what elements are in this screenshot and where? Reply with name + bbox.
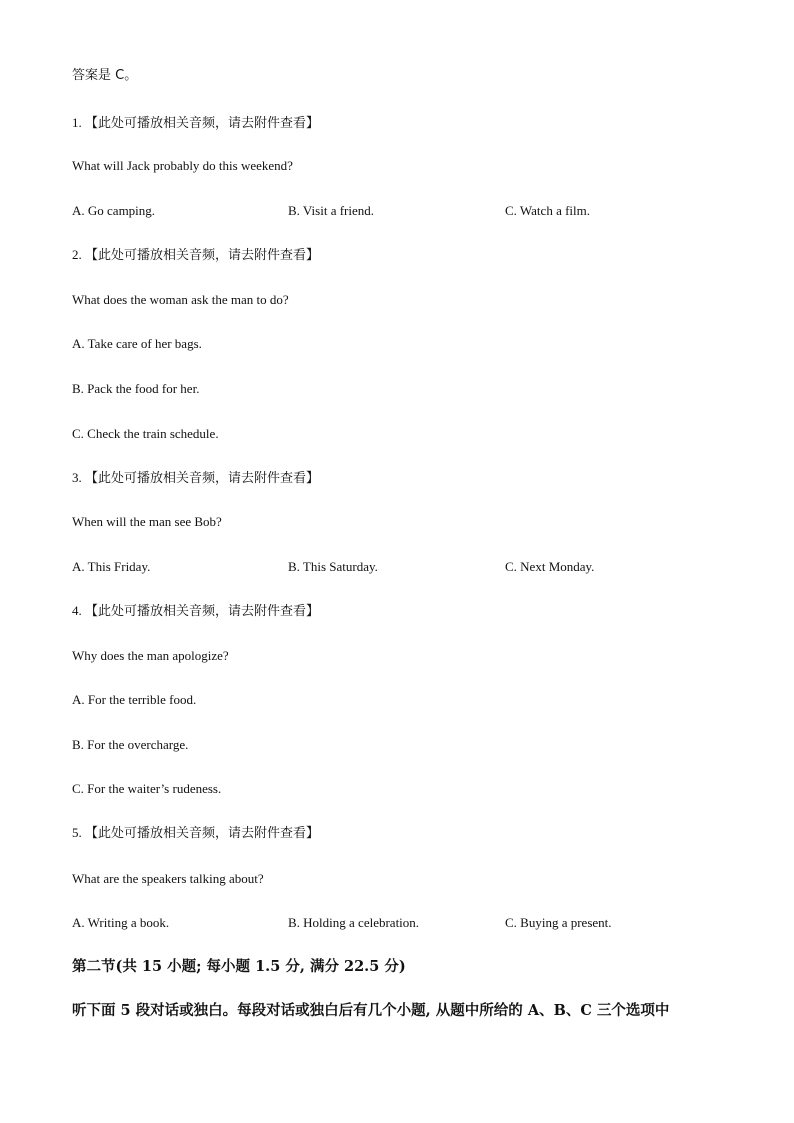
audio-placeholder-link[interactable]: 【此处可播放相关音频，请去附件查看】	[85, 471, 320, 486]
question-number: 3.	[72, 470, 82, 485]
option-a: A. Go camping.	[72, 203, 156, 218]
question-3-header	[72, 470, 319, 487]
option-a: A. Writing a book.	[72, 915, 170, 930]
question-5-options	[72, 915, 722, 931]
option-c: C. Next Monday.	[505, 559, 595, 574]
question-5-prompt: What are the speakers talking about?	[72, 871, 264, 886]
question-number: 5.	[72, 825, 82, 840]
audio-placeholder-link[interactable]: 【此处可播放相关音频，请去附件查看】	[85, 826, 320, 841]
audio-placeholder-link[interactable]: 【此处可播放相关音频，请去附件查看】	[85, 604, 320, 619]
question-4-header	[72, 603, 319, 620]
question-4-prompt: Why does the man apologize?	[72, 648, 229, 663]
option-b: B. This Saturday.	[288, 559, 378, 574]
question-1-header	[72, 115, 319, 132]
audio-placeholder-link[interactable]: 【此处可播放相关音频，请去附件查看】	[85, 116, 320, 131]
option-c: C. Watch a film.	[505, 203, 591, 218]
option-c: C. For the waiter’s rudeness.	[72, 781, 222, 796]
question-number: 4.	[72, 603, 82, 618]
answer-line: 答案是 C。	[72, 68, 138, 83]
option-b: B. Holding a celebration.	[288, 915, 420, 930]
question-number: 2.	[72, 247, 82, 262]
question-3-options	[72, 559, 722, 575]
question-2-header	[72, 247, 319, 264]
question-number: 1.	[72, 115, 82, 130]
question-1-options	[72, 203, 722, 219]
section-heading: 第二节(共 15 小题; 每小题 1.5 分, 满分 22.5 分)	[72, 958, 406, 975]
question-1-prompt: What will Jack probably do this weekend?	[72, 158, 293, 173]
option-b: B. Visit a friend.	[288, 203, 374, 218]
question-2-prompt: What does the woman ask the man to do?	[72, 292, 289, 307]
option-c: C. Check the train schedule.	[72, 426, 219, 441]
audio-placeholder-link[interactable]: 【此处可播放相关音频，请去附件查看】	[85, 248, 320, 263]
option-b: B. Pack the food for her.	[72, 381, 200, 396]
question-5-header	[72, 825, 319, 842]
option-b: B. For the overcharge.	[72, 737, 189, 752]
option-a: A. Take care of her bags.	[72, 336, 202, 351]
section-instruction: 听下面 5 段对话或独白。每段对话或独白后有几个小题, 从题中所给的 A、B、C 三个选项中	[72, 1002, 670, 1019]
option-c: C. Buying a present.	[505, 915, 612, 930]
question-3-prompt: When will the man see Bob?	[72, 514, 222, 529]
option-a: A. This Friday.	[72, 559, 151, 574]
option-a: A. For the terrible food.	[72, 692, 197, 707]
